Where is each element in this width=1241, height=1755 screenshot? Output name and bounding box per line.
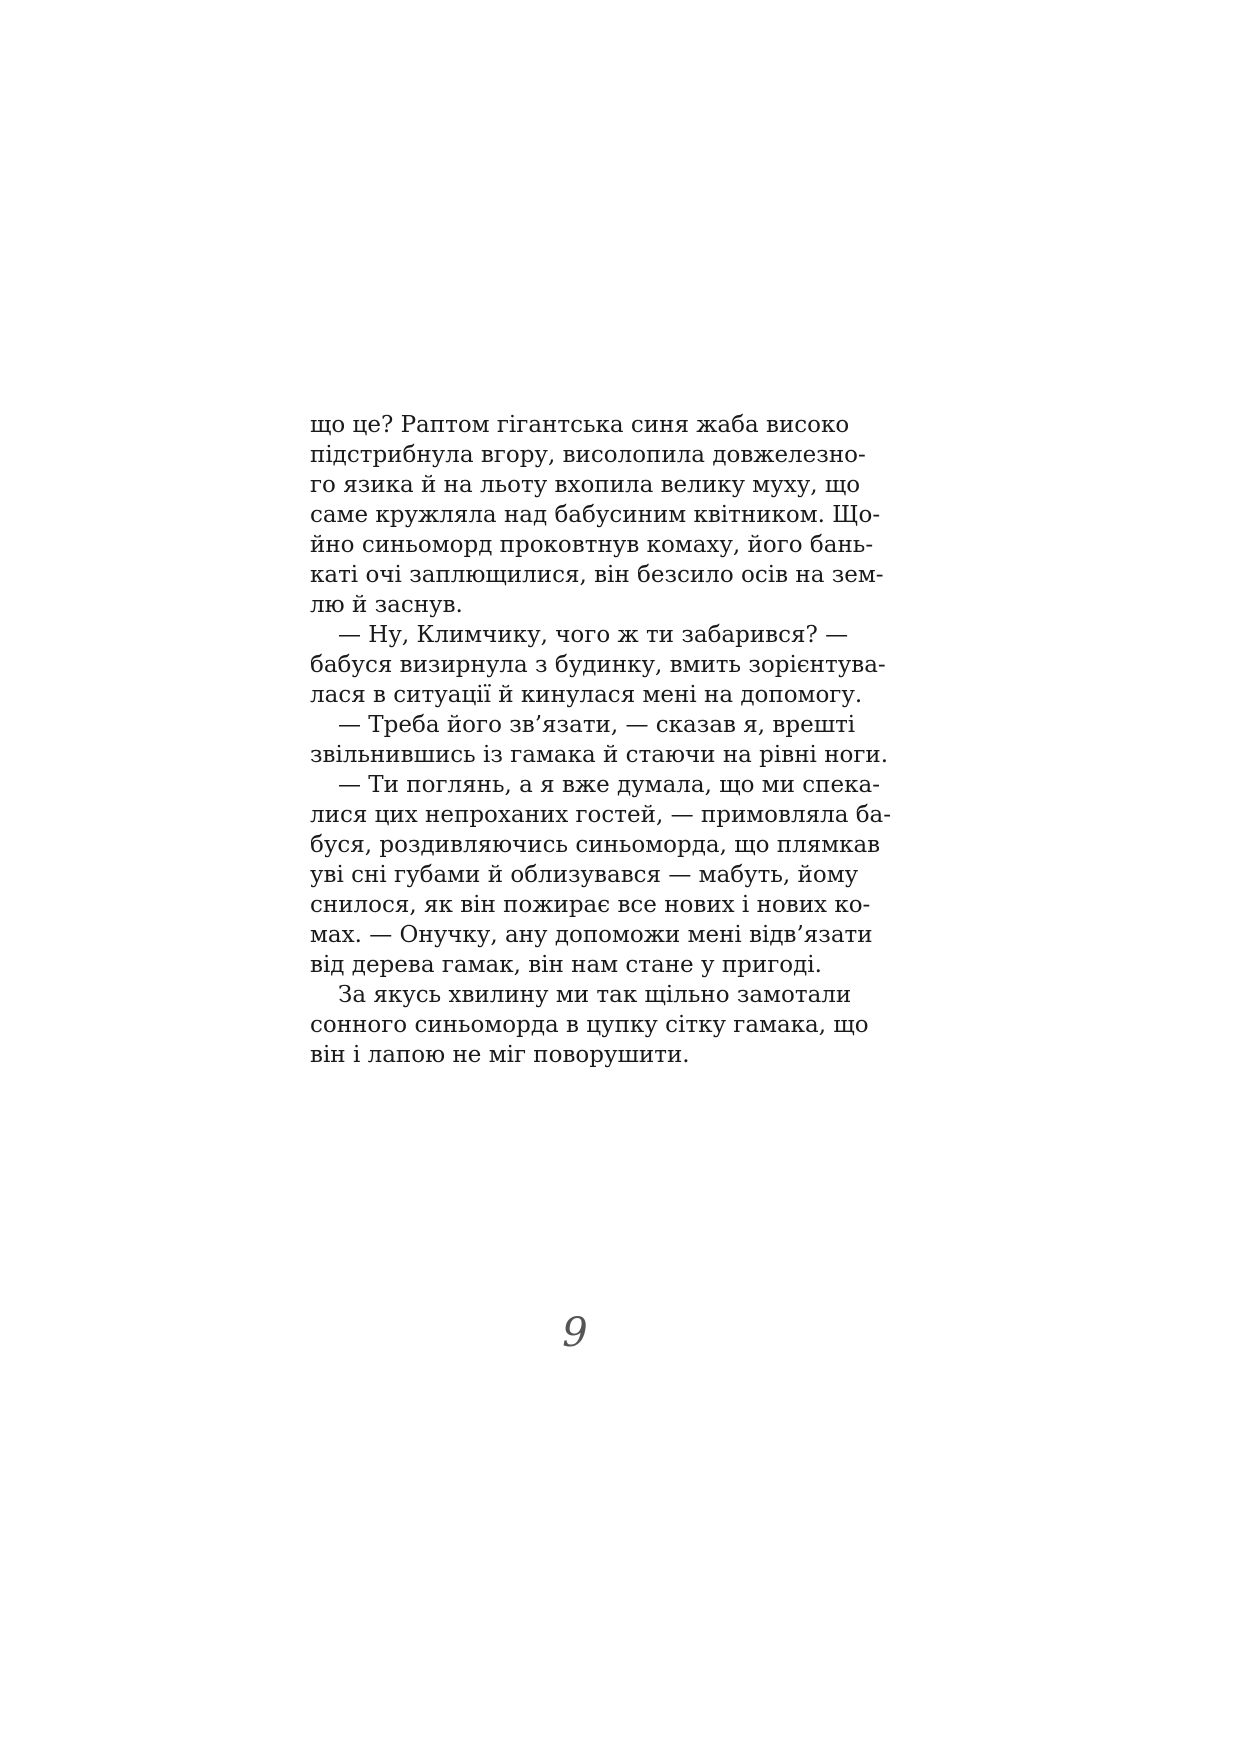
text-line: що це? Раптом гігантська синя жаба високо xyxy=(310,412,850,438)
text-line: го язика й на льоту вхопила велику муху, що xyxy=(310,472,861,498)
text-line: — Треба його зв’язати, — сказав я, врешті xyxy=(338,712,856,738)
text-line: бабуся визирнула з будинку, вмить зорієнтува- xyxy=(310,652,886,678)
text-line: від дерева гамак, він нам стане у пригоді. xyxy=(310,952,822,978)
text-line: снилося, як він пожирає все нових і нових ко- xyxy=(310,892,871,918)
text-line: — Ну, Климчику, чого ж ти забарився? — xyxy=(338,622,849,648)
text-line: звільнившись із гамака й стаючи на рівні ноги. xyxy=(310,742,889,768)
text-line: — Ти поглянь, а я вже думала, що ми спека- xyxy=(338,772,880,798)
text-line: За якусь хвилину ми так щільно замотали xyxy=(338,982,852,1008)
text-line: буся, роздивляючись синьоморда, що плямкав xyxy=(310,832,881,858)
page-number: 9 xyxy=(562,1310,588,1356)
text-line: йно синьоморд проковтнув комаху, його бань- xyxy=(310,532,874,558)
text-line: він і лапою не міг поворушити. xyxy=(310,1042,690,1068)
text-line: лася в ситуації й кинулася мені на допомогу. xyxy=(310,682,863,708)
text-line: каті очі заплющилися, він безсило осів на зем- xyxy=(310,562,884,588)
text-line: підстрибнула вгору, висолопила довжелезно- xyxy=(310,442,866,468)
text-line: лися цих непроханих гостей, — примовляла ба- xyxy=(310,802,892,828)
text-line: саме кружляла над бабусиним квітником. Що- xyxy=(310,502,881,528)
text-line: лю й заснув. xyxy=(310,592,463,618)
text-line: мах. — Онучку, ану допоможи мені відв’язати xyxy=(310,922,873,948)
text-line: уві сні губами й облизувався — мабуть, йому xyxy=(310,862,859,888)
body-text xyxy=(310,410,892,1070)
text-line: сонного синьоморда в цупку сітку гамака, що xyxy=(310,1012,869,1038)
